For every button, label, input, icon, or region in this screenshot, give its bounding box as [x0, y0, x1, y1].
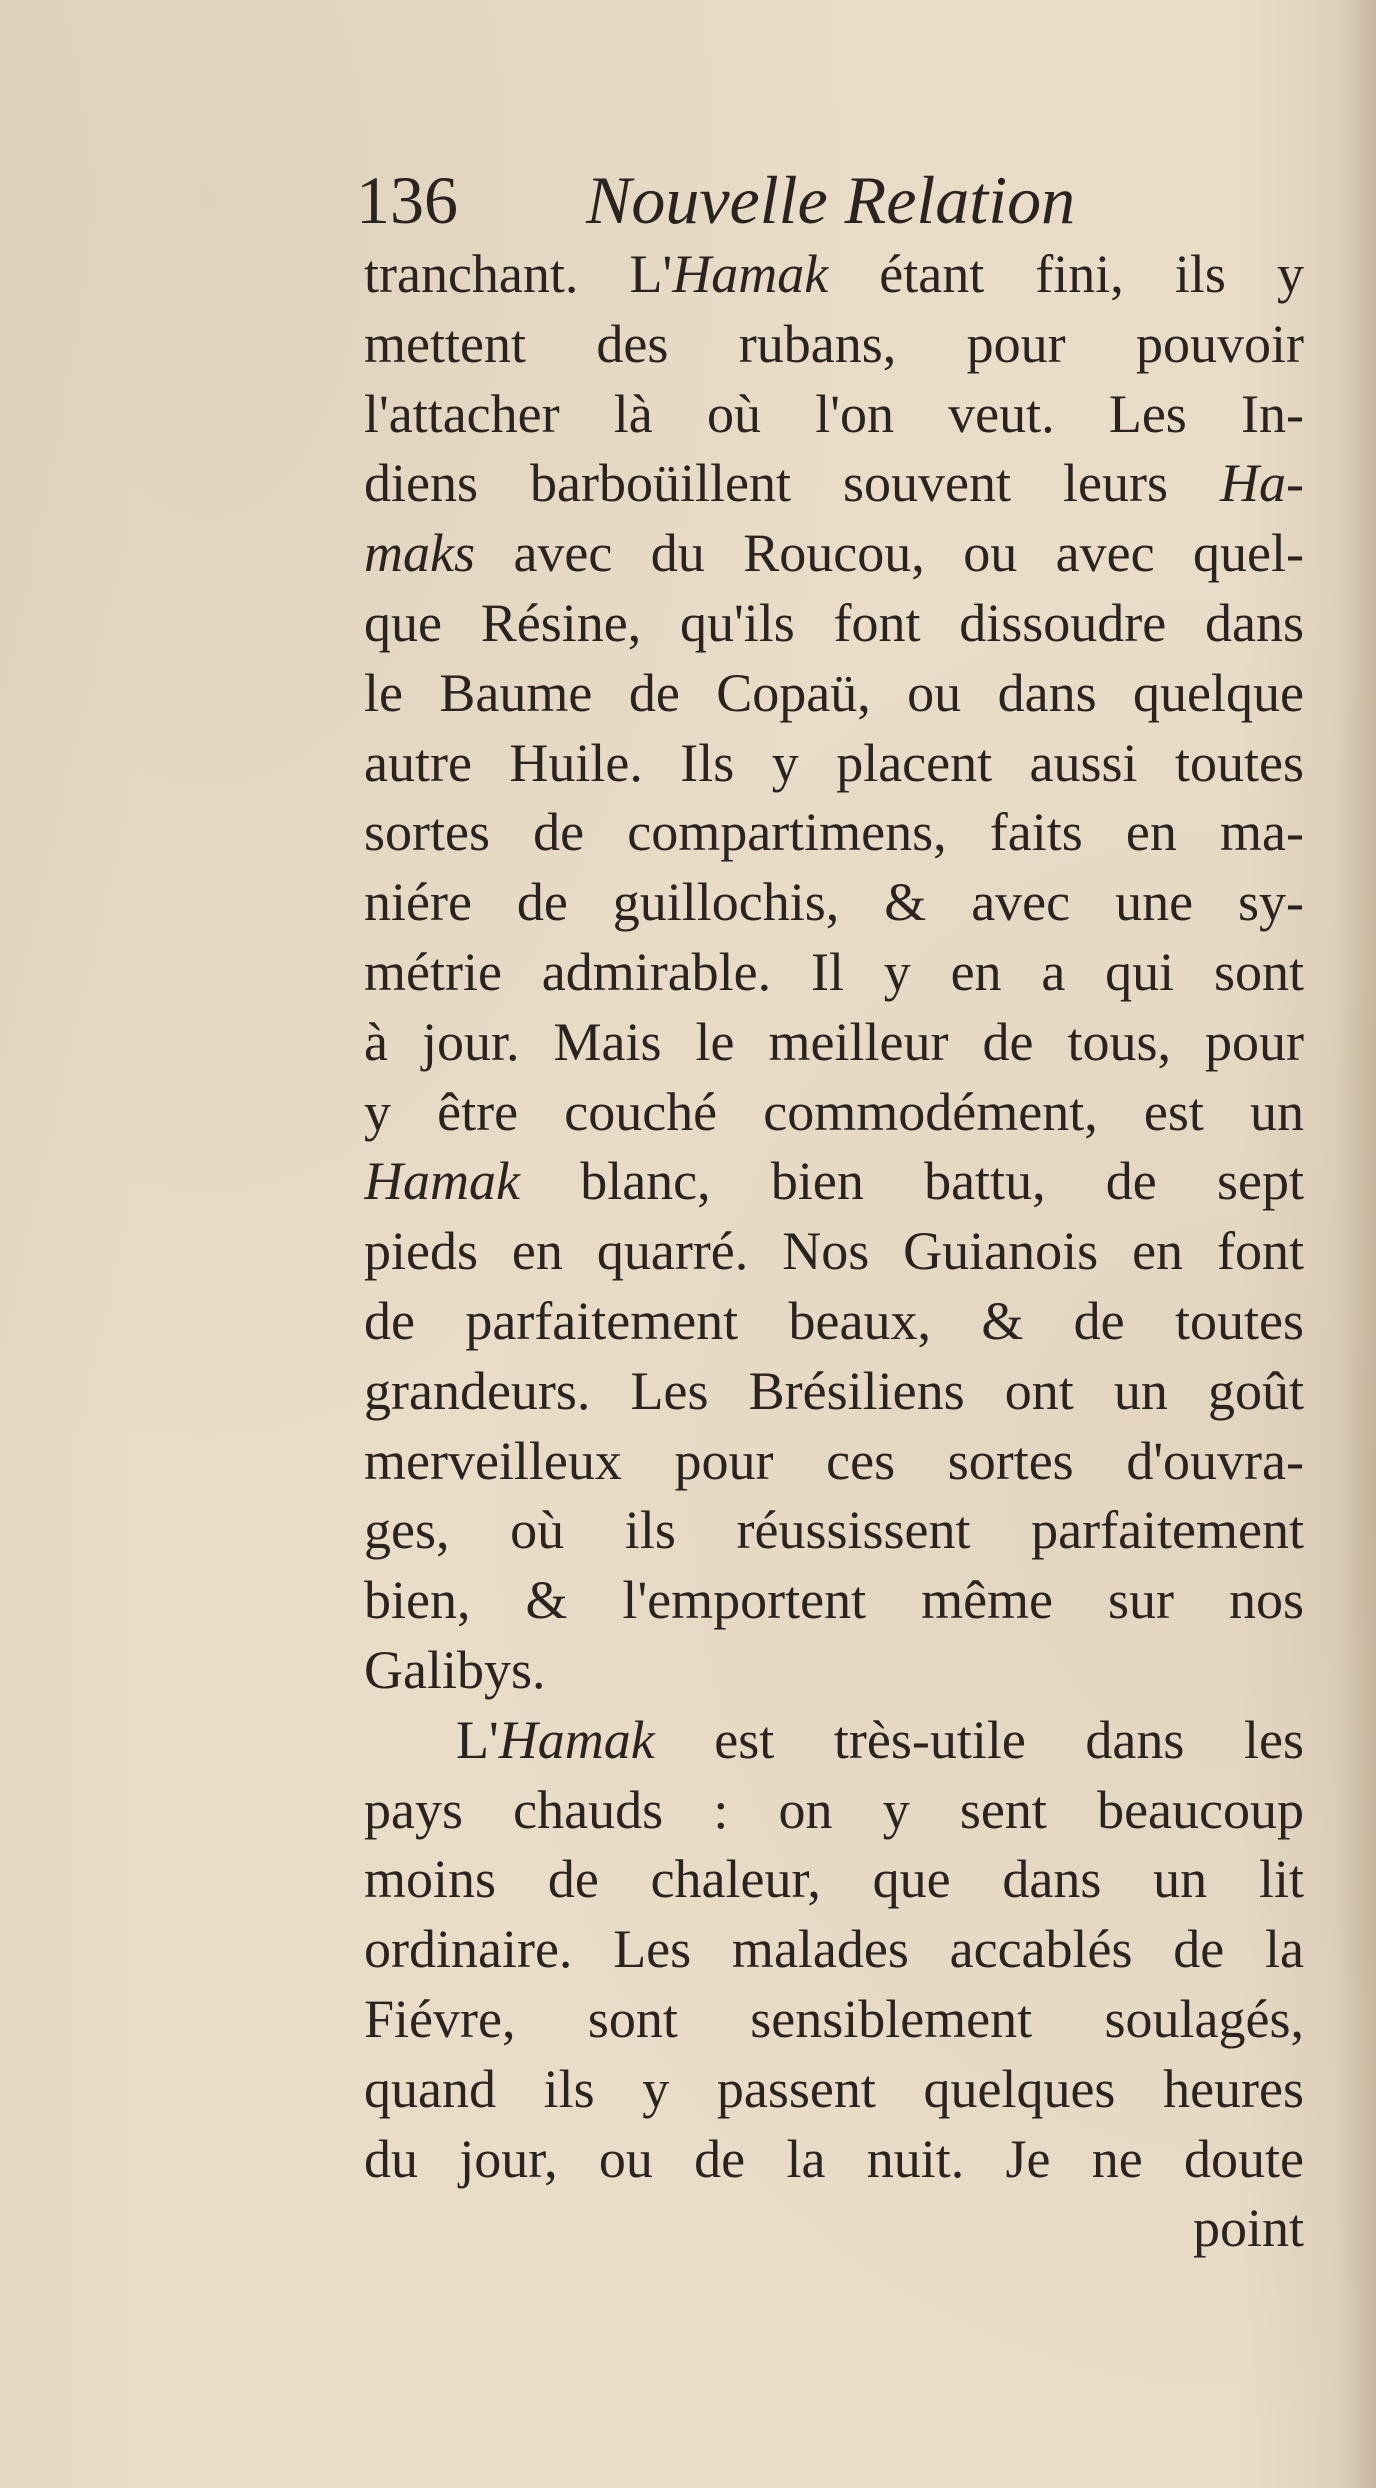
- text-line: de parfaitement beaux, & de toutes: [364, 1290, 1304, 1351]
- text-line: le Baume de Copaü, ou dans quelque: [364, 662, 1304, 723]
- text-line: niére de guillochis, & avec une sy-: [364, 872, 1304, 933]
- text-line: ordinaire. Les malades accablés de la: [364, 1919, 1304, 1980]
- text-line: à jour. Mais le meilleur de tous, pour: [364, 1011, 1304, 1072]
- text-line: l'attacher là où l'on veut. Les In-: [364, 383, 1304, 444]
- catchword: point: [1192, 2198, 1304, 2259]
- text-line: y être couché commodément, est un: [364, 1081, 1304, 1142]
- text-line: du jour, ou de la nuit. Je ne doute: [364, 2128, 1304, 2189]
- text-line: pays chauds : on y sent beaucoup: [364, 1779, 1304, 1840]
- page-header: [356, 150, 1356, 250]
- text-line: merveilleux pour ces sortes d'ouvra-: [364, 1430, 1304, 1491]
- text-line: pieds en quarré. Nos Guianois en font: [364, 1221, 1304, 1282]
- page-number: 136: [356, 162, 458, 238]
- text-line: quand ils y passent quelques heures: [364, 2058, 1304, 2119]
- text-line: mettent des rubans, pour pouvoir: [364, 313, 1304, 374]
- text-line: diens barboüillent souvent leurs Ha-: [364, 453, 1304, 514]
- page-edge-shadow: [1336, 0, 1376, 2488]
- text-line: ges, où ils réussissent parfaitement: [364, 1500, 1304, 1561]
- text-line: sortes de compartimens, faits en ma-: [364, 802, 1304, 863]
- text-line: que Résine, qu'ils font dissoudre dans: [364, 592, 1304, 653]
- text-line: L'Hamak est très-utile dans les: [456, 1709, 1304, 1770]
- text-line: tranchant. L'Hamak étant fini, ils y: [364, 244, 1304, 304]
- text-line: maks avec du Roucou, ou avec quel-: [364, 523, 1304, 584]
- text-line: Galibys.: [364, 1639, 546, 1700]
- text-line: métrie admirable. Il y en a qui sont: [364, 941, 1304, 1002]
- text-line: moins de chaleur, que dans un lit: [364, 1849, 1304, 1910]
- text-line: grandeurs. Les Brésiliens ont un goût: [364, 1360, 1304, 1421]
- body-text: [364, 240, 1304, 2264]
- running-head: Nouvelle Relation: [586, 162, 1076, 238]
- text-line: bien, & l'emportent même sur nos: [364, 1570, 1304, 1631]
- text-line: Hamak blanc, bien battu, de sept: [364, 1151, 1304, 1212]
- text-line: autre Huile. Ils y placent aussi toutes: [364, 732, 1304, 793]
- text-line: Fiévre, sont sensiblement soulagés,: [364, 1988, 1304, 2049]
